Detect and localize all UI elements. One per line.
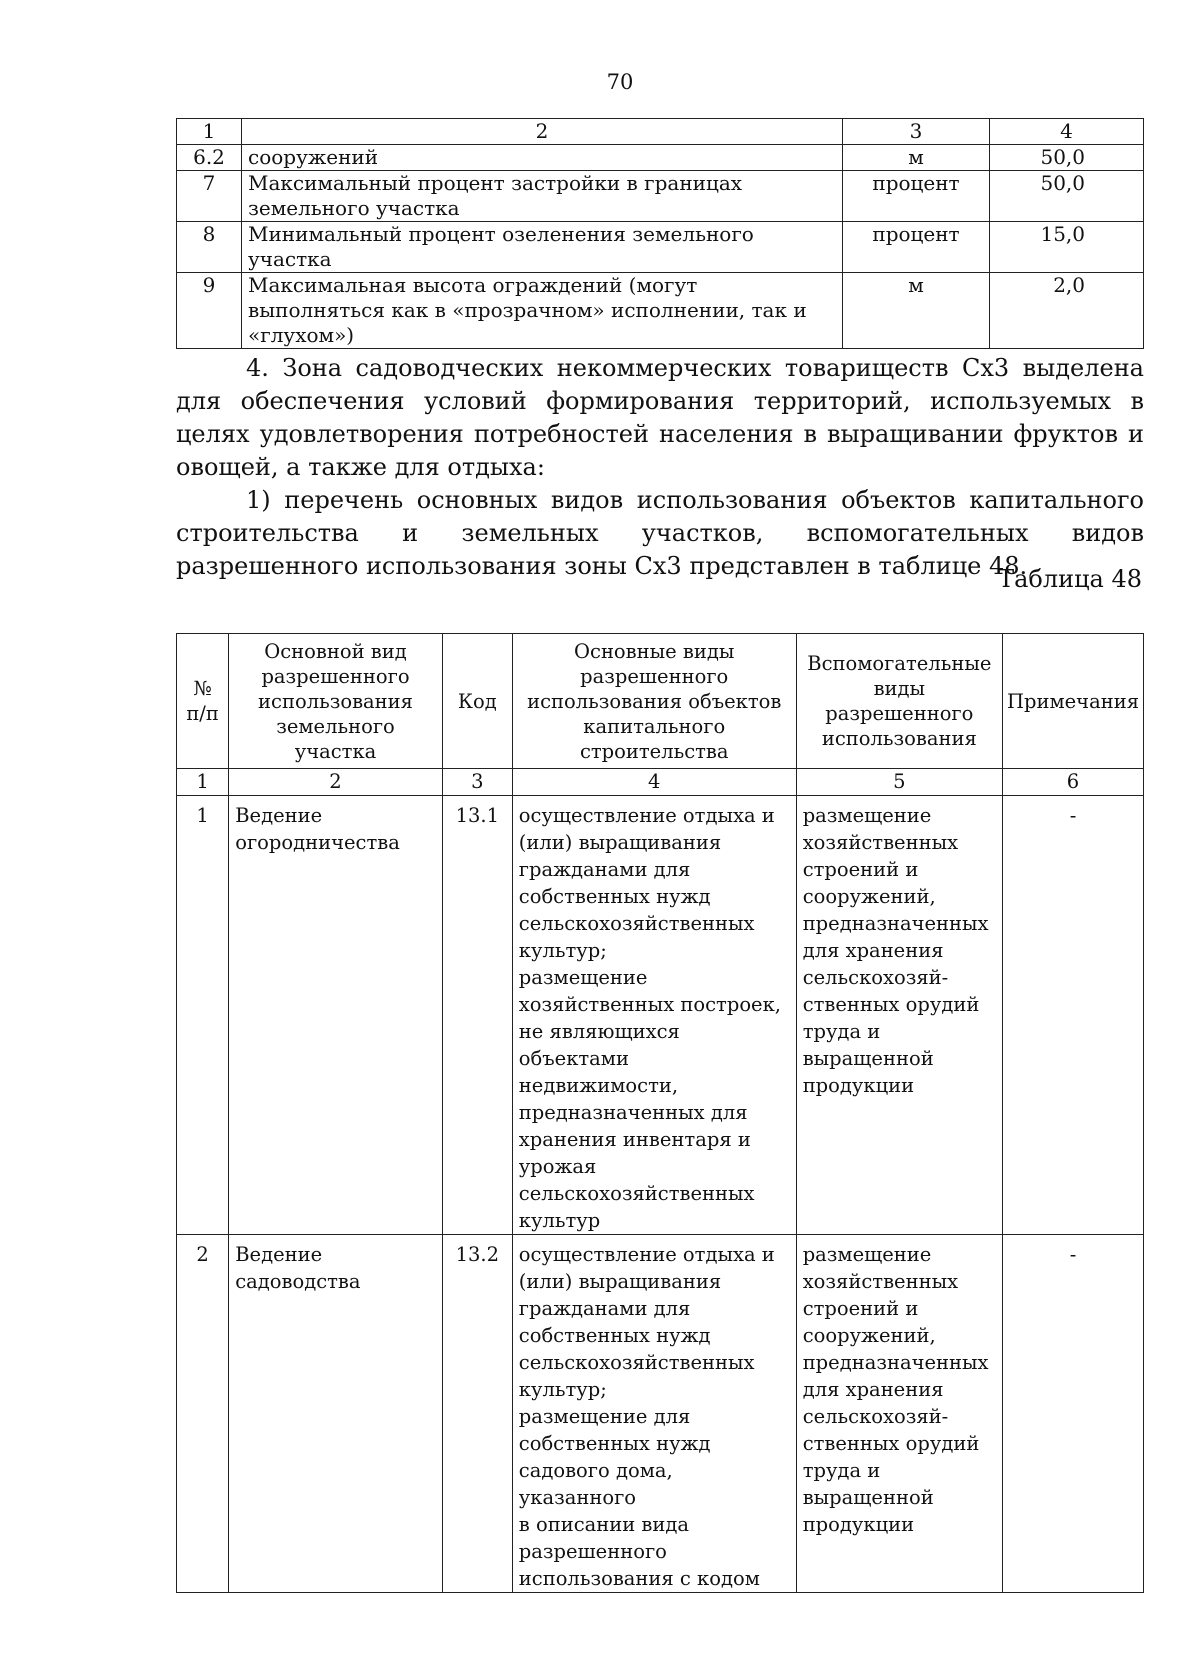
table-row [177, 273, 1144, 349]
row-code: 13.1 [442, 796, 512, 1235]
cell-line: хранения инвентаря и [518, 1128, 751, 1151]
column-number: 6 [1002, 769, 1143, 796]
row-value: 2,0 [990, 273, 1144, 349]
cell-line: сельскохозяйственных [518, 912, 755, 935]
row-unit: м [843, 273, 990, 349]
cell-line: использования с кодом [518, 1567, 760, 1590]
row-code: 13.2 [442, 1235, 512, 1593]
cell-line: культур; [518, 939, 607, 962]
header-aux-use: Вспомогательные виды разрешенного использования [796, 634, 1002, 769]
page-number: 70 [606, 70, 634, 94]
cell-line: продукции [802, 1513, 915, 1536]
table-row [177, 796, 1144, 1235]
row-number: 8 [177, 222, 242, 273]
row-land-use: Ведение садоводства [229, 1235, 443, 1593]
row-aux-use [796, 796, 1002, 1235]
cell-line: недвижимости, [518, 1074, 679, 1097]
header-cell: 3 [843, 119, 990, 145]
zone-usage-table [176, 633, 1144, 1593]
cell-line: собственных нужд [518, 1432, 711, 1455]
cell-line: сооружений, [802, 885, 936, 908]
cell-line: культур [518, 1209, 601, 1232]
header-cell: 2 [242, 119, 843, 145]
table-row [177, 1235, 1144, 1593]
cell-line: размещение [802, 1243, 932, 1266]
cell-line: хозяйственных построек, [518, 993, 781, 1016]
cell-line: для хранения [802, 1378, 944, 1401]
header-notes: Примечания [1002, 634, 1143, 769]
cell-line: гражданами для [518, 858, 691, 881]
row-number: 6.2 [177, 145, 242, 171]
cell-line: садового дома, указанного [518, 1459, 673, 1509]
table-row [177, 145, 1144, 171]
row-value: 50,0 [990, 171, 1144, 222]
cell-line: хозяйственных [802, 1270, 959, 1293]
cell-line: урожая [518, 1155, 597, 1178]
cell-line: разрешенного [518, 1540, 667, 1563]
cell-line: ственных орудий [802, 993, 980, 1016]
row-name: сооружений [242, 145, 843, 171]
paragraph-zone-description: 4. Зона садоводческих некоммерческих товариществ Сх3 выделена для обеспечения условий формирования территорий, используемых в целях удовлетворения потребностей населения в выращивании фруктов и овощей, а также для отдыха: [176, 354, 1144, 481]
cell-line: продукции [802, 1074, 915, 1097]
row-name: Минимальный процент озеленения земельного участка [242, 222, 843, 273]
header-cell: 1 [177, 119, 242, 145]
row-number: 7 [177, 171, 242, 222]
cell-line: собственных нужд [518, 1324, 711, 1347]
paragraph-list-intro: 1) перечень основных видов использования объектов капитального строительства и земельных участков, вспомогательных видов разрешенного использования зоны Сх3 представлен в таблице 48. [176, 486, 1144, 580]
cell-line: гражданами для [518, 1297, 691, 1320]
cell-line: размещение для [518, 1405, 691, 1428]
cell-line: собственных нужд [518, 885, 711, 908]
cell-line: предназначенных для [518, 1101, 748, 1124]
cell-line: предназначенных [802, 1351, 989, 1374]
cell-line: размещение [802, 804, 932, 827]
row-name: Максимальная высота ограждений (могут выполняться как в «прозрачном» исполнении, так и «глухом») [242, 273, 843, 349]
header-cell: 4 [990, 119, 1144, 145]
table-caption: Таблица 48 [998, 565, 1142, 593]
column-number: 4 [512, 769, 796, 796]
cell-line: сельскохозяй- [802, 1405, 949, 1428]
row-value: 50,0 [990, 145, 1144, 171]
column-number: 2 [229, 769, 443, 796]
column-number: 3 [442, 769, 512, 796]
header-capital-use: Основные виды разрешенного использования объектов капитального строительства [512, 634, 796, 769]
row-value: 15,0 [990, 222, 1144, 273]
cell-line: ственных орудий [802, 1432, 980, 1455]
cell-line: строений и [802, 858, 919, 881]
cell-line: для хранения [802, 939, 944, 962]
row-land-use: Ведение огородничества [229, 796, 443, 1235]
row-number: 9 [177, 273, 242, 349]
table-row [177, 171, 1144, 222]
row-aux-use [796, 1235, 1002, 1593]
cell-line: сельскохозяй- [802, 966, 949, 989]
table-header-row [177, 634, 1144, 769]
row-unit: процент [843, 171, 990, 222]
cell-line: хозяйственных [802, 831, 959, 854]
row-notes: - [1002, 1235, 1143, 1593]
cell-line: (или) выращивания [518, 1270, 722, 1293]
row-number: 2 [177, 1235, 229, 1593]
cell-line: в описании вида [518, 1513, 690, 1536]
header-num: № п/п [177, 634, 229, 769]
header-land-use: Основной вид разрешенного использования земельного участка [229, 634, 443, 769]
row-notes: - [1002, 796, 1143, 1235]
cell-line: предназначенных [802, 912, 989, 935]
row-name: Максимальный процент застройки в границах земельного участка [242, 171, 843, 222]
cell-line: сельскохозяйственных [518, 1351, 755, 1374]
column-number: 5 [796, 769, 1002, 796]
cell-line: труда и [802, 1459, 881, 1482]
column-number: 1 [177, 769, 229, 796]
cell-line: размещение [518, 966, 648, 989]
cell-line: выращенной [802, 1486, 934, 1509]
cell-line: труда и [802, 1020, 881, 1043]
table-header-row [177, 119, 1144, 145]
continuation-table [176, 118, 1144, 349]
column-number-row [177, 769, 1144, 796]
header-code: Код [442, 634, 512, 769]
cell-line: культур; [518, 1378, 607, 1401]
cell-line: (или) выращивания [518, 831, 722, 854]
row-capital-use [512, 796, 796, 1235]
row-capital-use [512, 1235, 796, 1593]
cell-line: строений и [802, 1297, 919, 1320]
row-number: 1 [177, 796, 229, 1235]
cell-line: не являющихся объектами [518, 1020, 680, 1070]
cell-line: сельскохозяйственных [518, 1182, 755, 1205]
cell-line: осуществление отдыха и [518, 1243, 775, 1266]
table-row [177, 222, 1144, 273]
cell-line: выращенной [802, 1047, 934, 1070]
row-unit: м [843, 145, 990, 171]
cell-line: сооружений, [802, 1324, 936, 1347]
cell-line: осуществление отдыха и [518, 804, 775, 827]
row-unit: процент [843, 222, 990, 273]
